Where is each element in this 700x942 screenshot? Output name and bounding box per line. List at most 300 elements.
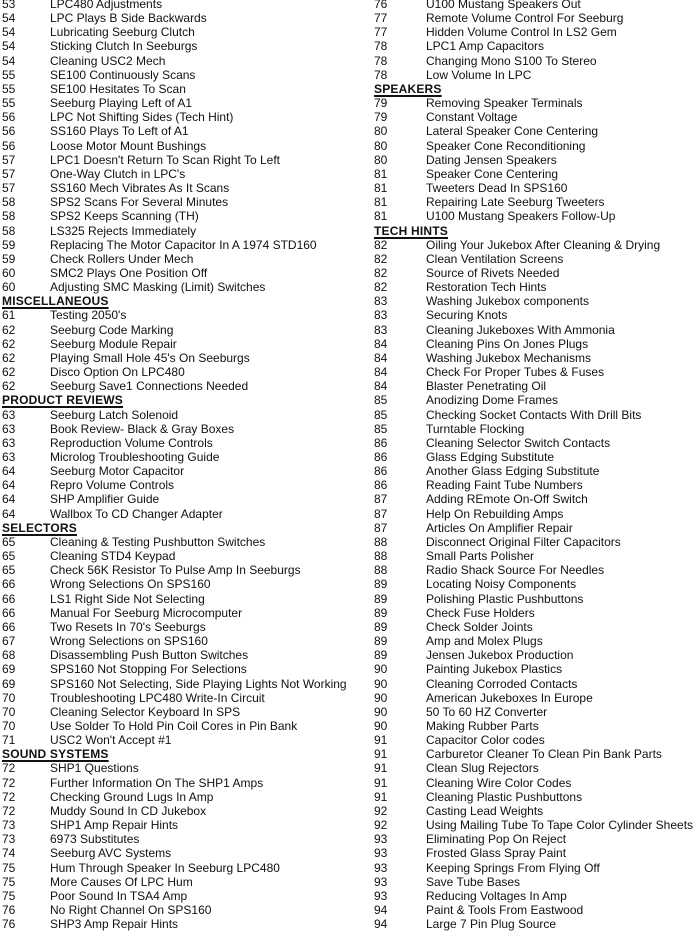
page-number: 84 (374, 379, 388, 394)
index-entry (374, 422, 700, 436)
index-entry (374, 379, 700, 393)
section-heading-miscellaneous (2, 294, 352, 308)
index-entry (374, 478, 700, 492)
entry-title: Casting Lead Weights (426, 803, 544, 818)
index-entry (2, 195, 352, 209)
page-number: 93 (374, 846, 388, 861)
index-entry (2, 68, 352, 82)
entry-title: Cleaning Selector Keyboard In SPS (50, 704, 241, 719)
entry-title: Jensen Jukebox Production (426, 648, 574, 663)
page-number: 78 (374, 39, 388, 54)
page-number: 89 (374, 605, 388, 620)
index-entry (374, 563, 700, 577)
index-entry (2, 620, 352, 634)
section-heading-label: SPEAKERS (374, 81, 442, 96)
index-entry (374, 549, 700, 563)
page-number: 86 (374, 478, 388, 493)
page-number: 65 (2, 549, 16, 564)
entry-title: Dating Jensen Speakers (426, 152, 557, 167)
index-entry (374, 761, 700, 775)
page-number: 64 (2, 506, 16, 521)
page-number: 76 (2, 917, 16, 932)
entry-title: Adding REmote On-Off Switch (426, 492, 588, 507)
entry-title: Seeburg AVC Systems (50, 846, 172, 861)
entry-title: Testing 2050's (50, 308, 127, 323)
page-number: 87 (374, 506, 388, 521)
entry-title: Washing Jukebox Mechanisms (426, 350, 591, 365)
page-number: 88 (374, 563, 388, 578)
entry-title: Turntable Flocking (426, 421, 525, 436)
page-number: 70 (2, 718, 16, 733)
entry-title: SS160 Plays To Left of A1 (50, 124, 189, 139)
entry-title: SS160 Mech Vibrates As It Scans (50, 181, 230, 196)
index-entry (374, 238, 700, 252)
index-entry (374, 648, 700, 662)
page-number: 56 (2, 138, 16, 153)
entry-title: Frosted Glass Spray Paint (426, 846, 567, 861)
entry-title: Anodizing Dome Frames (426, 393, 559, 408)
page-number: 55 (2, 96, 16, 111)
entry-title: Adjusting SMC Masking (Limit) Switches (50, 280, 266, 295)
index-entry (2, 563, 352, 577)
page-number: 70 (2, 704, 16, 719)
index-entry (374, 917, 700, 931)
entry-title: Removing Speaker Terminals (426, 96, 583, 111)
index-entry (374, 662, 700, 676)
page-number: 63 (2, 421, 16, 436)
entry-title: U100 Mustang Speakers Follow-Up (426, 209, 616, 224)
index-entry (2, 408, 352, 422)
page-number: 57 (2, 152, 16, 167)
index-entry (2, 96, 352, 110)
index-entry (374, 25, 700, 39)
entry-title: LPC1 Doesn't Return To Scan Right To Left (50, 152, 280, 167)
index-entry (374, 747, 700, 761)
entry-title: Poor Sound In TSA4 Amp (50, 888, 188, 903)
page-number: 58 (2, 223, 16, 238)
index-entry (2, 379, 352, 393)
entry-title: Speaker Cone Reconditioning (426, 138, 586, 153)
entry-title: Cleaning & Testing Pushbutton Switches (50, 534, 266, 549)
entry-title: Wrong Selections on SPS160 (50, 634, 208, 649)
entry-title: Disco Option On LPC480 (50, 365, 185, 380)
page-number: 72 (2, 789, 16, 804)
index-entry (2, 846, 352, 860)
page-number: 91 (374, 747, 388, 762)
section-heading-tech-hints (374, 224, 700, 238)
entry-title: Source of Rivets Needed (426, 265, 560, 280)
page-number: 75 (2, 860, 16, 875)
page-number: 83 (374, 308, 388, 323)
index-entry (2, 337, 352, 351)
page-number: 63 (2, 407, 16, 422)
entry-title: Capacitor Color codes (426, 733, 545, 748)
entry-title: SPS2 Keeps Scanning (TH) (50, 209, 199, 224)
page-number: 74 (2, 846, 16, 861)
entry-title: Microlog Troubleshooting Guide (50, 450, 220, 464)
entry-title: SPS2 Scans For Several Minutes (50, 195, 229, 210)
index-entry (2, 308, 352, 322)
page-number: 55 (2, 67, 16, 82)
entry-title: Cleaning STD4 Keypad (50, 549, 176, 564)
index-entry (2, 818, 352, 832)
page-number: 81 (374, 181, 388, 196)
index-entry (374, 535, 700, 549)
index-entry (2, 478, 352, 492)
index-entry (2, 82, 352, 96)
index-entry (2, 0, 352, 11)
index-entry (374, 606, 700, 620)
index-entry (2, 861, 352, 875)
entry-title: SE100 Continuously Scans (50, 67, 196, 82)
index-entry (374, 818, 700, 832)
index-entry (2, 25, 352, 39)
index-entry (2, 677, 352, 691)
index-entry (374, 139, 700, 153)
entry-title: Remote Volume Control For Seeburg (426, 11, 624, 26)
entry-title: Use Solder To Hold Pin Coil Cores in Pin Bank (50, 718, 298, 733)
page-number: 93 (374, 888, 388, 903)
index-entry (374, 408, 700, 422)
index-right-column (374, 0, 700, 931)
entry-title: SMC2 Plays One Position Off (50, 265, 208, 280)
entry-title: Changing Mono S100 To Stereo (426, 53, 597, 68)
page-number: 75 (2, 888, 16, 903)
index-entry (2, 266, 352, 280)
index-entry (374, 294, 700, 308)
entry-title: Seeburg Save1 Connections Needed (50, 379, 249, 394)
entry-title: Cleaning USC2 Mech (50, 53, 166, 68)
entry-title: LS325 Rejects Immediately (50, 223, 197, 238)
entry-title: Further Information On The SHP1 Amps (50, 775, 264, 790)
index-entry (374, 577, 700, 591)
section-heading-speakers (374, 82, 700, 96)
page-number: 86 (374, 450, 388, 464)
entry-title: Seeburg Code Marking (50, 322, 174, 337)
page-number: 73 (2, 832, 16, 847)
entry-title: LPC Not Shifting Sides (Tech Hint) (50, 110, 234, 125)
entry-title: Low Volume In LPC (426, 67, 532, 82)
entry-title: Check Fuse Holders (426, 605, 535, 620)
index-entry (2, 691, 352, 705)
entry-title: Clean Slug Rejectors (426, 761, 539, 776)
index-entry (374, 719, 700, 733)
section-heading-selectors (2, 521, 352, 535)
page-number: 60 (2, 280, 16, 295)
index-entry (2, 719, 352, 733)
index-entry (374, 195, 700, 209)
entry-title: SHP1 Amp Repair Hints (50, 818, 179, 833)
page-number: 89 (374, 634, 388, 649)
page-number: 57 (2, 181, 16, 196)
page-number: 69 (2, 662, 16, 677)
index-entry (2, 238, 352, 252)
entry-title: Paint & Tools From Eastwood (426, 903, 584, 917)
index-entry (2, 733, 352, 747)
index-entry (374, 308, 700, 322)
entry-title: Lubricating Seeburg Clutch (50, 25, 195, 40)
page-number: 62 (2, 379, 16, 394)
entry-title: Washing Jukebox components (426, 294, 589, 309)
index-entry (2, 492, 352, 506)
entry-title: Seeburg Latch Solenoid (50, 407, 179, 422)
entry-title: Amp and Molex Plugs (426, 634, 543, 649)
page-number: 88 (374, 549, 388, 564)
index-entry (2, 804, 352, 818)
page-number: 79 (374, 96, 388, 111)
page-number: 83 (374, 322, 388, 337)
entry-title: Another Glass Edging Substitute (426, 464, 600, 479)
entry-title: Reducing Voltages In Amp (426, 888, 567, 903)
entry-title: LPC480 Adjustments (50, 0, 163, 11)
entry-title: Wallbox To CD Changer Adapter (50, 506, 223, 521)
page-number: 90 (374, 690, 388, 705)
entry-title: SE100 Hesitates To Scan (50, 81, 186, 96)
page-number: 80 (374, 138, 388, 153)
section-heading-product-reviews (2, 393, 352, 407)
entry-title: Repairing Late Seeburg Tweeters (426, 195, 605, 210)
index-entry (374, 39, 700, 53)
entry-title: Cleaning Plastic Pushbuttons (426, 789, 583, 804)
entry-title: Seeburg Playing Left of A1 (50, 96, 193, 111)
entry-title: Seeburg Module Repair (50, 336, 177, 351)
entry-title: Painting Jukebox Plastics (426, 662, 563, 677)
page-number: 93 (374, 832, 388, 847)
entry-title: Reproduction Volume Controls (50, 435, 213, 450)
page-number: 56 (2, 124, 16, 139)
page-number: 59 (2, 251, 16, 266)
page-number: 54 (2, 11, 16, 26)
index-entry (2, 903, 352, 917)
entry-title: Check Rollers Under Mech (50, 251, 194, 266)
entry-title: Small Parts Polisher (426, 549, 535, 564)
page-number: 61 (2, 308, 16, 323)
index-entry (2, 662, 352, 676)
index-entry (2, 124, 352, 138)
entry-title: Keeping Springs From Flying Off (426, 860, 600, 875)
index-entry (2, 606, 352, 620)
entry-title: More Causes Of LPC Hum (50, 874, 193, 889)
page-number: 85 (374, 393, 388, 408)
page-number: 82 (374, 251, 388, 266)
entry-title: Restoration Tech Hints (426, 280, 547, 295)
entry-title: U100 Mustang Speakers Out (426, 0, 581, 11)
entry-title: Repro Volume Controls (50, 478, 175, 493)
entry-title: Muddy Sound In CD Jukebox (50, 803, 207, 818)
page-number: 90 (374, 704, 388, 719)
page-number: 78 (374, 67, 388, 82)
entry-title: Save Tube Bases (426, 874, 521, 889)
page-number: 90 (374, 718, 388, 733)
index-entry (374, 592, 700, 606)
index-entry (374, 0, 700, 11)
entry-title: SHP3 Amp Repair Hints (50, 917, 179, 932)
entry-title: Manual For Seeburg Microcomputer (50, 605, 243, 620)
index-entry (2, 875, 352, 889)
index-entry (2, 110, 352, 124)
page-number: 84 (374, 365, 388, 380)
entry-title: USC2 Won't Accept #1 (50, 733, 172, 748)
index-entry (2, 422, 352, 436)
page-number: 62 (2, 365, 16, 380)
entry-title: Check For Proper Tubes & Fuses (426, 365, 605, 380)
index-entry (2, 224, 352, 238)
page-number: 67 (2, 634, 16, 649)
page-number: 81 (374, 166, 388, 181)
page-number: 76 (374, 0, 388, 11)
index-entry (374, 507, 700, 521)
page-number: 84 (374, 336, 388, 351)
page-number: 82 (374, 265, 388, 280)
entry-title: Loose Motor Mount Bushings (50, 138, 207, 153)
page-number: 60 (2, 265, 16, 280)
page-number: 92 (374, 803, 388, 818)
page-number: 80 (374, 152, 388, 167)
page-number: 77 (374, 25, 388, 40)
index-entry (2, 436, 352, 450)
index-entry (2, 280, 352, 294)
page-number: 87 (374, 492, 388, 507)
entry-title: Troubleshooting LPC480 Write-In Circuit (50, 690, 265, 705)
index-entry (2, 592, 352, 606)
section-heading-label: PRODUCT REVIEWS (2, 393, 124, 408)
index-entry (374, 846, 700, 860)
index-entry (2, 776, 352, 790)
index-entry (2, 535, 352, 549)
page-number: 65 (2, 534, 16, 549)
page-number: 89 (374, 648, 388, 663)
entry-title: Checking Ground Lugs In Amp (50, 789, 214, 804)
index-entry (374, 492, 700, 506)
entry-title: Help On Rebuilding Amps (426, 506, 564, 521)
page-number: 89 (374, 577, 388, 592)
entry-title: Polishing Plastic Pushbuttons (426, 591, 584, 606)
entry-title: Check Solder Joints (426, 619, 533, 634)
entry-title: Cleaning Pins On Jones Plugs (426, 336, 589, 351)
page-number: 71 (2, 733, 16, 748)
index-entry (2, 323, 352, 337)
page-number: 91 (374, 761, 388, 776)
page-number: 59 (2, 237, 16, 252)
entry-title: Tweeters Dead In SPS160 (426, 181, 568, 196)
page-number: 93 (374, 874, 388, 889)
page-number: 83 (374, 294, 388, 309)
index-entry (2, 634, 352, 648)
section-heading-label: SOUND SYSTEMS (2, 747, 109, 762)
entry-title: Clean Ventilation Screens (426, 251, 564, 266)
page-number: 94 (374, 917, 388, 932)
page-number: 55 (2, 81, 16, 96)
index-entry (374, 54, 700, 68)
entry-title: Constant Voltage (426, 110, 518, 125)
entry-title: Securing Knots (426, 308, 508, 323)
entry-title: SPS160 Not Selecting, Side Playing Lights Not Working (50, 676, 347, 691)
index-entry (2, 549, 352, 563)
index-entry (374, 436, 700, 450)
index-entry (374, 875, 700, 889)
entry-title: Articles On Amplifier Repair (426, 520, 573, 535)
entry-title: Wrong Selections On SPS160 (50, 577, 211, 592)
entry-title: 50 To 60 HZ Converter (426, 704, 548, 719)
entry-title: Book Review- Black & Gray Boxes (50, 421, 235, 436)
entry-title: Glass Edging Substitute (426, 450, 555, 464)
page-number: 73 (2, 818, 16, 833)
page-number: 54 (2, 25, 16, 40)
entry-title: Playing Small Hole 45's On Seeburgs (50, 350, 250, 365)
index-entry (374, 351, 700, 365)
page-number: 72 (2, 761, 16, 776)
index-entry (2, 889, 352, 903)
index-entry (374, 68, 700, 82)
entry-title: 6973 Substitutes (50, 832, 140, 847)
index-entry (374, 280, 700, 294)
index-entry (374, 705, 700, 719)
index-entry (374, 393, 700, 407)
entry-title: Hidden Volume Control In LS2 Gem (426, 25, 617, 40)
index-entry (2, 790, 352, 804)
index-entry (374, 11, 700, 25)
index-entry (374, 677, 700, 691)
index-entry (374, 167, 700, 181)
index-entry (374, 521, 700, 535)
index-entry (374, 889, 700, 903)
section-heading-sound-systems (2, 747, 352, 761)
index-entry (374, 365, 700, 379)
page-number: 66 (2, 577, 16, 592)
section-heading-label: MISCELLANEOUS (2, 294, 109, 309)
entry-title: Lateral Speaker Cone Centering (426, 124, 599, 139)
index-entry (374, 691, 700, 705)
entry-title: Seeburg Motor Capacitor (50, 464, 185, 479)
page-number: 91 (374, 733, 388, 748)
index-entry (374, 634, 700, 648)
page-number: 69 (2, 676, 16, 691)
index-entry (374, 252, 700, 266)
index-entry (374, 450, 700, 464)
index-entry (374, 209, 700, 223)
entry-title: SHP Amplifier Guide (50, 492, 160, 507)
page-number: 79 (374, 110, 388, 125)
page-number: 91 (374, 775, 388, 790)
entry-title: Cleaning Wire Color Codes (426, 775, 572, 790)
entry-title: Cleaning Jukeboxes With Ammonia (426, 322, 615, 337)
page-number: 62 (2, 350, 16, 365)
entry-title: Disassembling Push Button Switches (50, 648, 249, 663)
section-heading-label: SELECTORS (2, 520, 77, 535)
index-entry (374, 181, 700, 195)
index-entry (374, 804, 700, 818)
page-number: 82 (374, 280, 388, 295)
entry-title: SHP1 Questions (50, 761, 139, 776)
index-entry (2, 577, 352, 591)
index-entry (374, 733, 700, 747)
page-number: 72 (2, 803, 16, 818)
entry-title: No Right Channel On SPS160 (50, 903, 212, 917)
index-entry (2, 252, 352, 266)
entry-title: Radio Shack Source For Needles (426, 563, 605, 578)
page-number: 63 (2, 450, 16, 464)
index-entry (2, 365, 352, 379)
page-number: 54 (2, 39, 16, 54)
entry-title: LS1 Right Side Not Selecting (50, 591, 205, 606)
page-number: 66 (2, 619, 16, 634)
page-number: 64 (2, 464, 16, 479)
entry-title: Reading Faint Tube Numbers (426, 478, 583, 493)
index-entry (374, 96, 700, 110)
entry-title: SPS160 Not Stopping For Selections (50, 662, 247, 677)
page-number: 56 (2, 110, 16, 125)
page-number: 80 (374, 124, 388, 139)
